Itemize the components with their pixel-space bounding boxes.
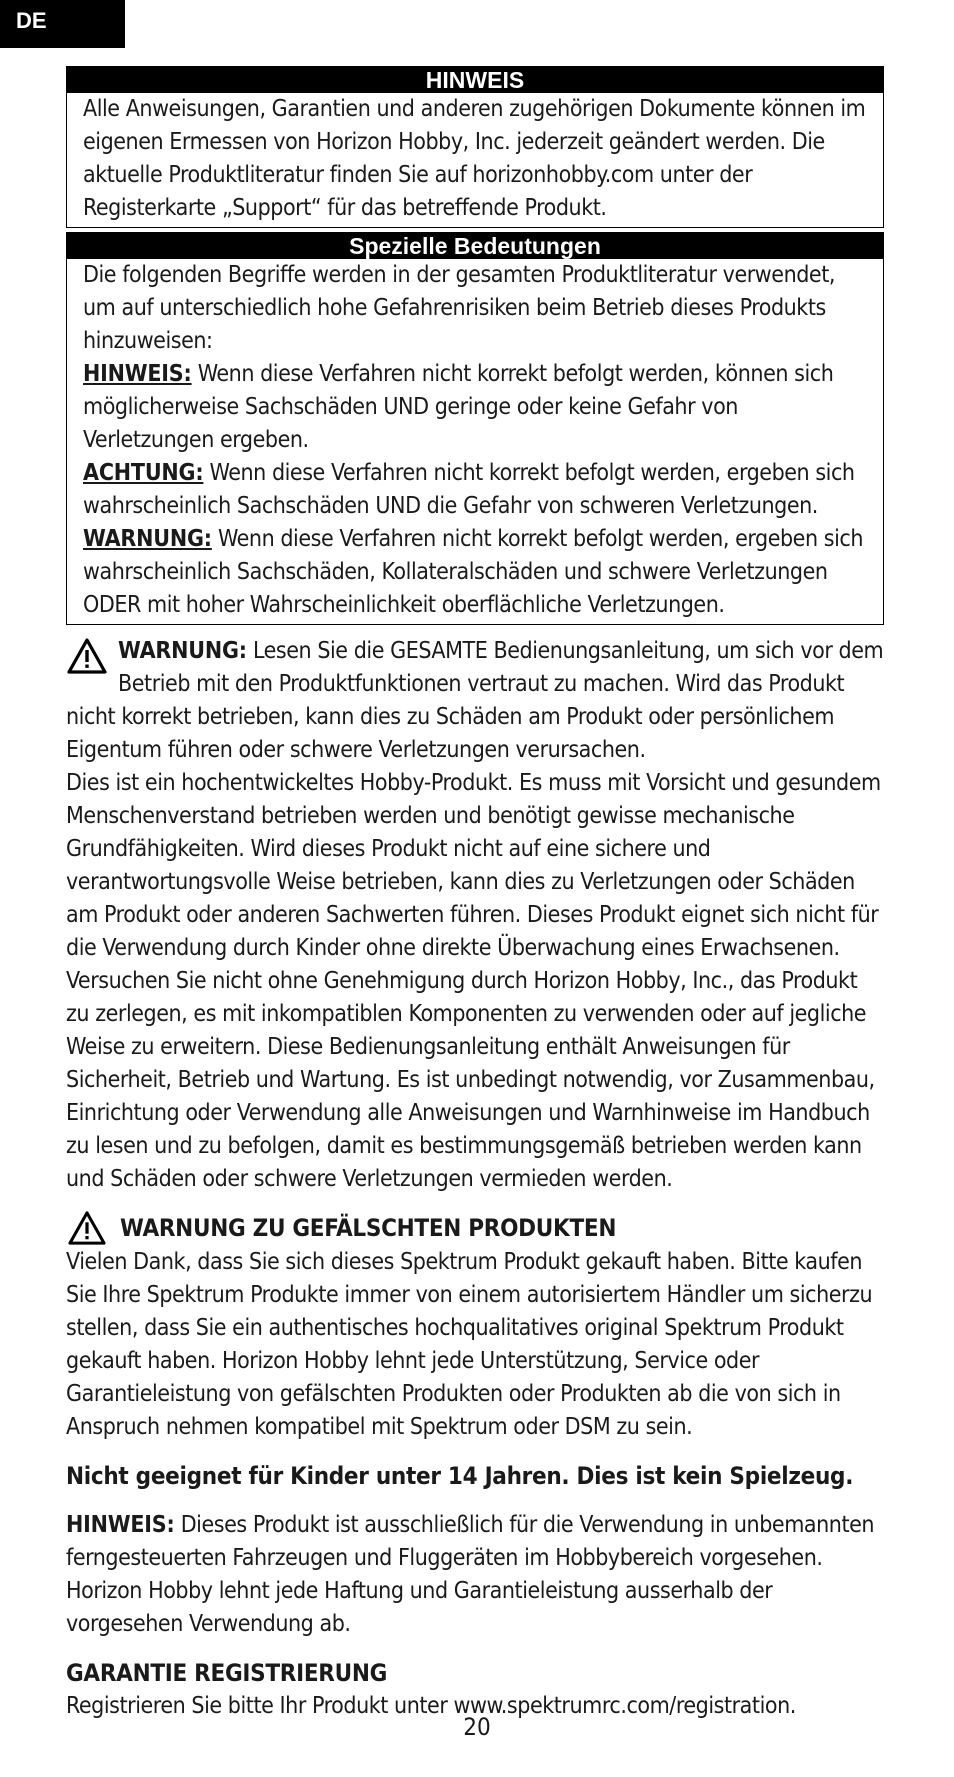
warning-intro-text: Lesen Sie die GESAMTE Bedienungsanleitung, um sich vor dem Betrieb mit den Produktfunktionen vertraut zu machen. Wird das Produkt nicht korrekt betrieben, kann dies zu Schäden am Produkt oder persönlichem Eigentum führen oder schwere Verletzungen verursachen. [66,638,884,763]
meaning-text: Wenn diese Verfahren nicht korrekt befolgt werden, ergeben sich wahrscheinlich Sachschäden UND die Gefahr von schweren Verletzungen. [83,460,855,519]
meaning-text: Wenn diese Verfahren nicht korrekt befolgt werden, ergeben sich wahrscheinlich Sachschäden, Kollateralschäden und schwere Verletzungen ODER mit hoher Wahrscheinlichkeit oberflächliche Verletzungen. [83,526,863,618]
warning-triangle-icon [66,637,110,677]
special-meanings-title: Spezielle Bedeutungen [67,233,883,259]
special-meanings-body [67,259,883,624]
special-meanings-intro: Die folgenden Begriffe werden in der gesamten Produktliteratur verwendet, um auf unterschiedlich hohe Gefahrenrisiken beim Betrieb dieses Produkts hinzuweisen: [83,262,835,354]
age-notice: Nicht geeignet für Kinder unter 14 Jahren. Dies ist kein Spielzeug. [66,1462,854,1490]
meaning-label: HINWEIS: [83,361,192,387]
warning-label: WARNUNG: [118,638,247,664]
warning-section [66,635,884,1196]
counterfeit-text: Vielen Dank, dass Sie sich dieses Spektrum Produkt gekauft haben. Bitte kaufen Sie Ihre Spektrum Produkte immer von einem autorisiertem Händler um sicherzu stellen, dass Sie ein authentisches hochqualitatives original Spektrum Produkt gekauft haben. Horizon Hobby lehnt jede Unterstützung, Service oder Garantieleistung von gefälschten Produkten oder Produkten ab die von sich in Anspruch nehmen kompatibel mit Spektrum oder DSM zu sein. [66,1249,873,1440]
notice-box-text: Alle Anweisungen, Garantien und anderen zugehörigen Dokumente können im eigenen Ermessen von Horizon Hobby, Inc. jederzeit geändert werden. Die aktuelle Produktliteratur finden Sie auf horizonhobby.com unter der Registerkarte „Support“ für das betreffende Produkt. [83,96,866,221]
meaning-item-warning [83,523,871,622]
meaning-label: WARNUNG: [83,526,212,552]
page-content [66,66,884,1723]
notice-box [66,66,884,228]
usage-notice-text: Dieses Produkt ist ausschließlich für die Verwendung in unbemannten ferngesteuerten Fahrzeugen und Fluggeräten im Hobbybereich vorgesehen. Horizon Hobby lehnt jede Haftung und Garantieleistung ausserhalb der vorgesehen Verwendung ab. [66,1512,875,1637]
counterfeit-heading [66,1210,884,1246]
warning-intro [66,635,884,767]
notice-box-title: HINWEIS [67,67,883,93]
usage-notice-label: HINWEIS: [66,1512,175,1538]
meaning-item-caution [83,457,871,523]
usage-notice [66,1509,884,1641]
meaning-label: ACHTUNG: [83,460,204,486]
meaning-text: Wenn diese Verfahren nicht korrekt befolgt werden, können sich möglicherweise Sachschäden UND geringe oder keine Gefahr von Verletzungen ergeben. [83,361,834,453]
meaning-item-notice [83,358,871,457]
counterfeit-title: WARNUNG ZU GEFÄLSCHTEN PRODUKTEN [120,1214,617,1242]
warning-triangle-icon [66,1210,108,1246]
warning-body: Dies ist ein hochentwickeltes Hobby-Produkt. Es muss mit Vorsicht und gesundem Menschenverstand betrieben werden und benötigt gewisse mechanische Grundfähigkeiten. Wird dieses Produkt nicht auf eine sichere und verantwortungsvolle Weise betrieben, kann dies zu Verletzungen oder Schäden am Produkt oder anderen Sachwerten führen. Dieses Produkt eignet sich nicht für die Verwendung durch Kinder ohne direkte Überwachung eines Erwachsenen. Versuchen Sie nicht ohne Genehmigung durch Horizon Hobby, Inc., das Produkt zu zerlegen, es mit inkompatiblen Komponenten zu verwenden oder auf jegliche Weise zu erweitern. Diese Bedienungsanleitung enthält Anweisungen für Sicherheit, Betrieb und Wartung. Es ist unbedingt notwendig, vor Zusammenbau, Einrichtung oder Verwendung alle Anweisungen und Warnhinweise im Handbuch zu lesen und zu befolgen, damit es bestimmungsgemäß betrieben werden kann und Schäden oder schwere Verletzungen vermieden werden. [66,770,881,1192]
special-meanings-box [66,232,884,625]
language-tab: DE [0,0,125,48]
registration-text: Registrieren Sie bitte Ihr Produkt unter www.spektrumrc.com/registration. [66,1693,796,1719]
registration-title: GARANTIE REGISTRIERUNG [66,1659,388,1687]
page-number: 20 [463,1713,491,1741]
